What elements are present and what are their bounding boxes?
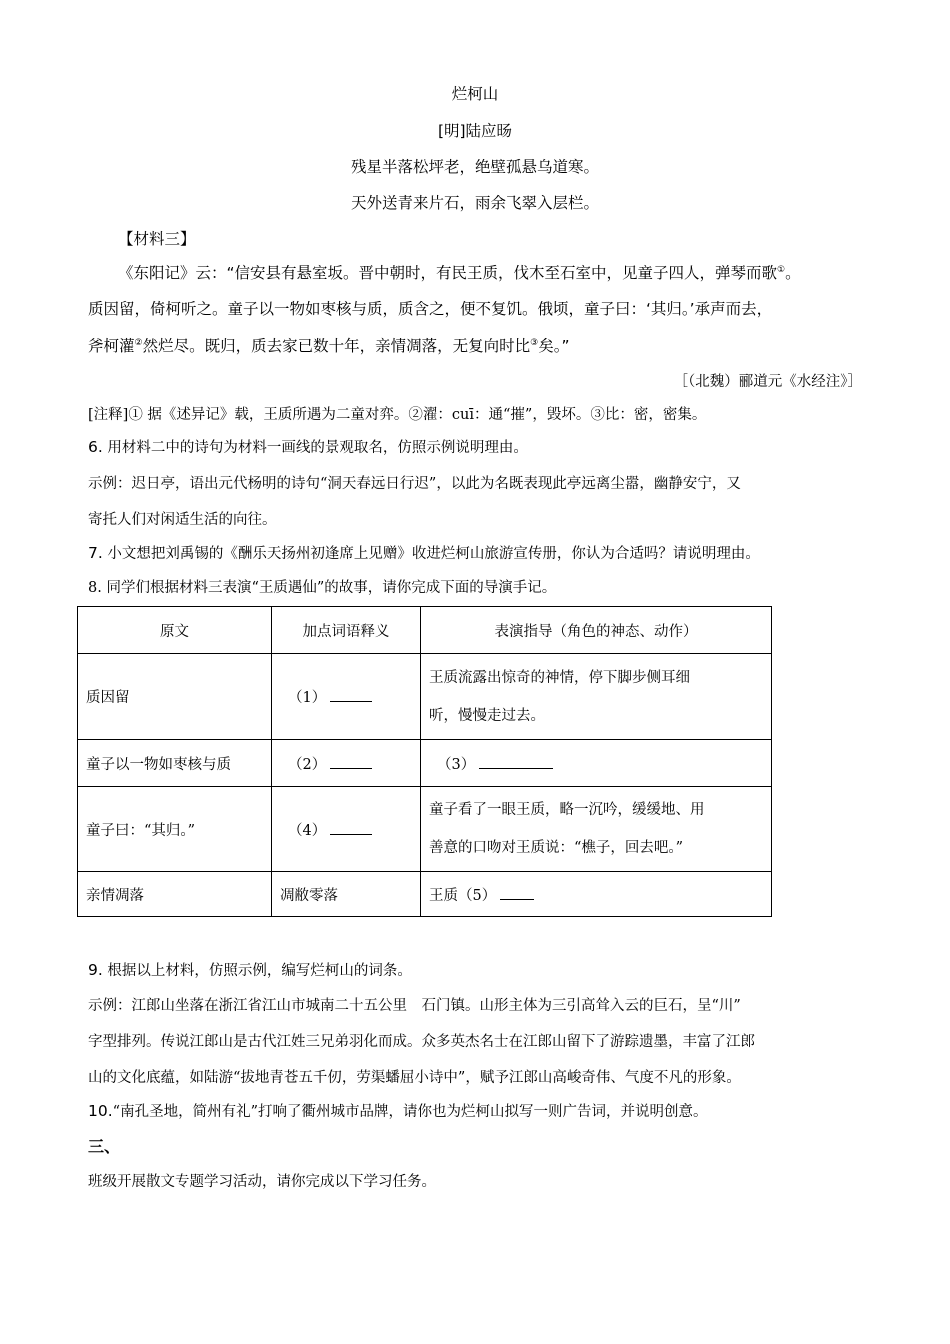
poem-author: [明]陆应旸 [437, 122, 513, 140]
question-10-text: “南孔圣地，简州有礼”打响了衢州城市品牌，请你也为烂柯山拟写一则广告词，并说明创意。 [112, 1104, 708, 1120]
answer-blank-1[interactable] [330, 688, 372, 702]
poem-line-1: 残星半落松坪老，绝壁孤悬乌道寒。 [350, 158, 599, 176]
material3-source: ［（北魏）郦道元《水经注》］ [673, 374, 862, 390]
material3-line-3-a: 斧柯灌 [88, 337, 135, 355]
answer-blank-2[interactable] [330, 755, 372, 769]
cell-guide-line-2: 善意的口吻对王质说：“樵子，回去吧。” [429, 840, 684, 856]
answer-label-4: （4） [288, 822, 327, 839]
footnote-mark-2: ② [134, 337, 143, 348]
cell-guide-line-1: 王质流露出惊奇的神情，停下脚步侧耳细 [429, 669, 690, 686]
question-9-example-line-2: 字型排列。传说江郎山是古代江姓三兄弟羽化而成。众多英杰名士在江郎山留下了游踪遗墨，丰富了江郎 [88, 1034, 755, 1050]
answer-label-3: （3） [437, 756, 476, 773]
cell-guide-line-1: 童子看了一眼王质，略一沉吟，缓缓地、用 [429, 802, 705, 818]
material3-line-1 [118, 261, 801, 283]
table-row [78, 740, 772, 787]
cell-guide [421, 654, 772, 740]
question-9 [88, 959, 412, 980]
material3-line-3-c: 矣。” [538, 337, 570, 355]
table-row [78, 654, 772, 740]
question-9-number: 9. [88, 961, 103, 979]
question-8 [88, 576, 556, 597]
question-9-example-line-1: 示例：江郎山坐落在浙江省江山市城南二十五公里 石门镇。山形主体为三引高耸入云的巨石，呈“川” [88, 998, 741, 1014]
material3-label: 【材料三】 [118, 230, 196, 248]
question-7-text: 小文想把刘禹锡的《酬乐天扬州初逢席上见赠》收进烂柯山旅游宣传册，你认为合适吗？请说明理由。 [107, 546, 760, 562]
table-row [78, 787, 772, 872]
question-7-number: 7. [88, 544, 103, 562]
question-10-number: 10. [88, 1102, 113, 1120]
cell-guide [421, 872, 772, 917]
table-header-row [78, 607, 772, 654]
director-notes-table [77, 606, 772, 917]
answer-label-1: （1） [288, 690, 327, 706]
question-9-text: 根据以上材料，仿照示例，编写烂柯山的词条。 [107, 963, 412, 979]
cell-meaning [272, 654, 421, 740]
poem-title: 烂柯山 [451, 85, 499, 103]
poem-line-2: 天外送青来片石，雨余飞翠入层栏。 [350, 194, 599, 212]
answer-blank-3[interactable] [479, 755, 553, 769]
material3-notes: [注释]① 据《述异记》载，王质所遇为二童对弈。②濯：cuī：通“摧”，毁坏。③比：密，密集。 [88, 407, 707, 423]
header-meaning: 加点词语释义 [272, 607, 421, 654]
answer-blank-5[interactable] [500, 886, 534, 900]
cell-original: 亲情凋落 [78, 872, 272, 917]
cell-original: 童子曰：“其归。” [78, 787, 272, 872]
cell-original: 童子以一物如枣核与质 [78, 740, 272, 787]
cell-original: 质因留 [78, 654, 272, 740]
question-9-example-line-3: 山的文化底蕴，如陆游“拔地青苍五千仞，劳渠蟠屈小诗中”，赋予江郎山高峻奇伟、气度不凡的形象。 [88, 1070, 741, 1086]
question-8-number: 8. [88, 580, 102, 596]
footnote-mark-1: ① [777, 264, 786, 275]
table-row [78, 872, 772, 917]
material3-line-3 [88, 334, 569, 356]
question-6-number: 6. [88, 438, 103, 456]
question-7 [88, 542, 760, 563]
answer-label-5: 王质（5） [429, 887, 497, 904]
question-6 [88, 436, 528, 457]
header-guide: 表演指导（角色的神态、动作） [421, 607, 772, 654]
footnote-mark-3: ③ [530, 337, 539, 348]
material3-line-3-b: 然烂尽。既归，质去家已数十年，亲情凋落，无复向时比 [142, 337, 531, 355]
question-6-text: 用材料二中的诗句为材料一画线的景观取名，仿照示例说明理由。 [107, 440, 528, 456]
question-6-example-line-1: 示例：迟日亭，语出元代杨明的诗句“洞天春远日行迟”，以此为名既表现此亭远离尘嚣，幽静安宁，又 [88, 476, 741, 492]
section-3-text: 班级开展散文专题学习活动，请你完成以下学习任务。 [88, 1174, 436, 1190]
question-10 [88, 1100, 707, 1121]
section-3-heading: 三、 [88, 1137, 121, 1156]
cell-meaning: 凋敝零落 [272, 872, 421, 917]
question-8-text: 同学们根据材料三表演“王质遇仙”的故事，请你完成下面的导演手记。 [106, 580, 557, 596]
answer-blank-4[interactable] [330, 821, 372, 835]
header-original: 原文 [78, 607, 272, 654]
answer-label-2: （2） [288, 756, 327, 773]
cell-guide [421, 787, 772, 872]
cell-guide-line-2: 听，慢慢走过去。 [429, 707, 545, 724]
material3-line-1-end: 。 [785, 264, 801, 282]
cell-guide [421, 740, 772, 787]
material3-line-1-text: 《东阳记》云：“信安县有悬室坂。晋中朝时，有民王质，伐木至石室中，见童子四人，弹琴而歌 [118, 264, 778, 282]
question-6-example-line-2: 寄托人们对闲适生活的向往。 [88, 512, 277, 528]
cell-meaning [272, 787, 421, 872]
material3-line-2: 质因留，倚柯听之。童子以一物如枣核与质，质含之，便不复饥。俄顷，童子曰：‘其归。’承声而去， [88, 300, 773, 318]
cell-meaning [272, 740, 421, 787]
